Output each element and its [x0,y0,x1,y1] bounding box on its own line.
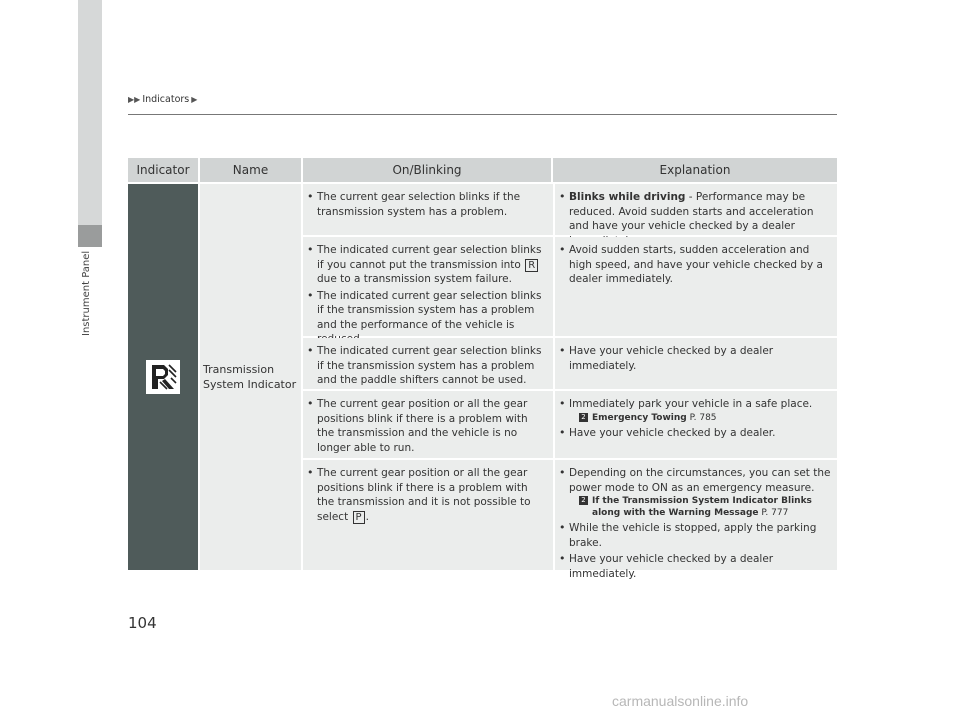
explanation-cell [553,237,837,336]
chapter-side-tab-marker [78,225,102,247]
list-item: • Have your vehicle checked by a dealer immediately. [559,344,774,372]
list-item: • The current gear selection blinks if the transmission system has a problem. [307,190,521,218]
list-item: • The indicated current gear selection blinks if you cannot put the transmission into R due to a transmission system failure. [307,243,542,285]
header-on-blinking: On/Blinking [303,158,553,182]
watermark: carmanualsonline.info [612,693,749,709]
table-body [128,184,837,580]
list-item: • The indicated current gear selection blinks if the transmission system has a problem and the performance of the vehicle is [307,288,542,331]
list-item: • Avoid sudden starts, sudden acceleration and high speed, and have your vehicle checked by a dealer immediately. [559,243,823,285]
on-blinking-cell [303,460,551,570]
on-blinking-cell [303,184,551,235]
on-blinking-cell [303,338,551,389]
name-cell [200,184,301,570]
on-blinking-cell [303,391,551,458]
header-indicator: Indicator [128,158,200,182]
on-blinking-cell [303,237,551,336]
indicator-table [128,158,837,580]
reference-arrow-icon: 2 [579,413,588,422]
table-row [303,460,837,580]
list-item: • Depending on the circumstances, you can set the power mode to ON as an emergency measure. [559,466,831,494]
table-row [303,391,837,458]
breadcrumb-arrow-icon: ▶ [191,95,198,104]
header-name: Name [200,158,303,182]
breadcrumb-section[interactable]: Indicators [142,94,190,105]
page-number: 104 [128,614,157,632]
breadcrumb-arrow-icon: ▶▶ [128,95,141,104]
table-header [128,158,837,182]
table-row [303,184,837,235]
indicator-name-line2: System Indicator [203,378,297,391]
chapter-side-tab [78,0,102,246]
chapter-side-label: Instrument Panel [81,250,92,336]
list-item: • Blinks while driving - Performance may be reduced. Avoid sudden starts and acceleration and have your vehicle checked by a dealer [559,190,814,232]
list-item: • The current gear position or all the gear positions blink if there is a problem with the transmission and the vehicle is no longer able to run. [307,397,528,454]
list-item: • While the vehicle is stopped, apply the parking brake. [559,521,817,549]
header-rule [128,114,837,115]
condition-rows [303,184,837,580]
list-item: • Have your vehicle checked by a dealer. [559,425,776,439]
explanation-cell [553,391,837,458]
list-item: • Immediately park your vehicle in a safe place. [559,397,813,410]
explanation-cell [553,338,837,389]
reference-arrow-icon: 2 [579,496,588,505]
explanation-cell [553,184,837,235]
list-item: • The indicated current gear selection blinks if the transmission system has a problem and the paddle shifters cannot be used. [307,344,542,386]
list-item: • The current gear position or all the gear positions blink if there is a problem with the transmission and it is not possible to select P . [307,466,531,523]
table-row [303,338,837,389]
cross-reference-link[interactable]: 2 Emergency Towing P. 785 [579,412,833,424]
table-row [303,237,837,336]
explanation-cell [553,460,837,580]
transmission-system-indicator-icon [145,359,181,395]
indicator-cell [128,184,198,570]
indicator-name-line1: Transmission [203,363,275,376]
gear-r-key: R [525,259,538,272]
breadcrumb [128,94,197,105]
header-explanation: Explanation [659,163,731,177]
gear-p-key: P [353,511,365,524]
cross-reference-link[interactable]: 2 If the Transmission System Indicator Blinks along with the Warning Message P. 777 [579,495,833,519]
list-item: • Have your vehicle checked by a dealer immediately. [559,552,774,580]
